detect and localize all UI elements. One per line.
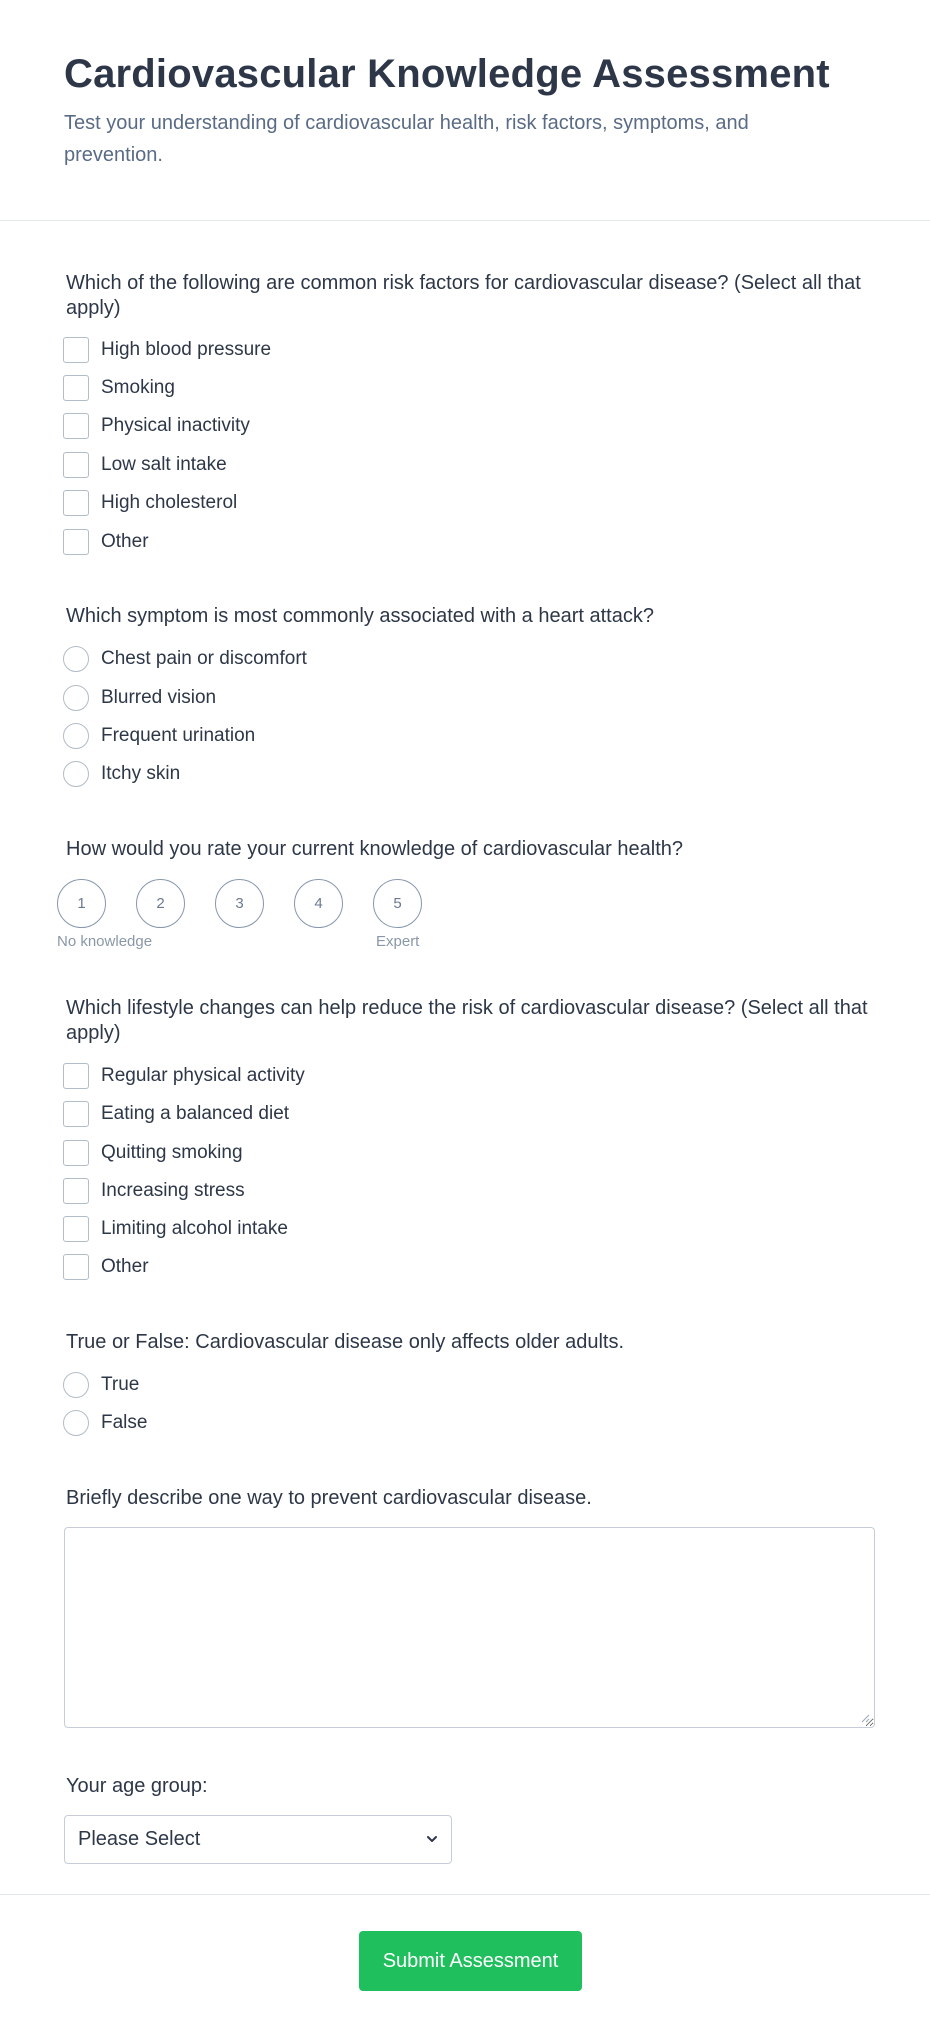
option-label: High blood pressure <box>101 339 272 360</box>
page-subtitle: Test your understanding of cardiovascular health, risk factors, symptoms, and prevention. <box>64 112 749 166</box>
checkbox-option[interactable] <box>63 337 271 363</box>
option-label: Limiting alcohol intake <box>101 1218 288 1239</box>
checkbox-option[interactable] <box>63 529 149 555</box>
checkbox[interactable] <box>63 1063 89 1089</box>
rating-min-caption: No knowledge <box>57 933 153 950</box>
checkbox-option[interactable] <box>63 490 237 516</box>
radio-button[interactable] <box>63 1410 89 1436</box>
checkbox-option[interactable] <box>63 1216 288 1242</box>
option-label: Eating a balanced diet <box>101 1103 290 1124</box>
question-heart-attack-symptom: Which symptom is most commonly associated with a heart attack? <box>66 605 654 627</box>
radio-option[interactable] <box>63 1372 139 1398</box>
checkbox[interactable] <box>63 375 89 401</box>
checkbox[interactable] <box>63 1254 89 1280</box>
question-age-group: Your age group: <box>66 1775 208 1797</box>
checkbox[interactable] <box>63 529 89 555</box>
rating-max-caption: Expert <box>376 933 420 950</box>
question-prevention: Briefly describe one way to prevent cardiovascular disease. <box>66 1487 592 1509</box>
rating-option-3[interactable]: 3 <box>215 879 264 928</box>
question-true-false: True or False: Cardiovascular disease only affects older adults. <box>66 1331 625 1353</box>
checkbox[interactable] <box>63 1101 89 1127</box>
radio-option[interactable] <box>63 1410 147 1436</box>
rating-option-1[interactable]: 1 <box>57 879 106 928</box>
checkbox-option[interactable] <box>63 375 175 401</box>
option-label: Chest pain or discomfort <box>101 648 307 669</box>
option-label: Itchy skin <box>101 763 181 784</box>
option-label: Low salt intake <box>101 454 227 475</box>
checkbox[interactable] <box>63 1140 89 1166</box>
checkbox-option[interactable] <box>63 1254 149 1280</box>
checkbox[interactable] <box>63 1216 89 1242</box>
option-label: Smoking <box>101 377 175 398</box>
submit-button[interactable]: Submit Assessment <box>359 1931 582 1991</box>
option-label: Other <box>101 1256 149 1277</box>
option-label: Physical inactivity <box>101 415 250 436</box>
question-lifestyle-changes: Which lifestyle changes can help reduce the risk of cardiovascular disease? (Select all that apply) <box>66 997 868 1044</box>
rating-option-4[interactable]: 4 <box>294 879 343 928</box>
question-risk-factors: Which of the following are common risk factors for cardiovascular disease? (Select all that apply) <box>66 272 861 319</box>
checkbox-option[interactable] <box>63 1063 305 1089</box>
checkbox[interactable] <box>63 337 89 363</box>
option-label: True <box>101 1374 140 1395</box>
checkbox[interactable] <box>63 1178 89 1204</box>
checkbox[interactable] <box>63 490 89 516</box>
age-group-select[interactable] <box>64 1815 452 1864</box>
checkbox-option[interactable] <box>63 1140 243 1166</box>
rating-option-2[interactable]: 2 <box>136 879 185 928</box>
radio-button[interactable] <box>63 646 89 672</box>
option-label: High cholesterol <box>101 492 238 513</box>
option-label: Frequent urination <box>101 725 256 746</box>
option-label: Regular physical activity <box>101 1065 305 1086</box>
radio-button[interactable] <box>63 723 89 749</box>
checkbox[interactable] <box>63 413 89 439</box>
checkbox-option[interactable] <box>63 452 227 478</box>
radio-option[interactable] <box>63 646 307 672</box>
radio-option[interactable] <box>63 761 180 787</box>
checkbox-option[interactable] <box>63 1178 245 1204</box>
checkbox[interactable] <box>63 452 89 478</box>
question-knowledge-rating: How would you rate your current knowledge of cardiovascular health? <box>66 838 684 860</box>
chevron-down-icon <box>425 1832 439 1846</box>
footer-divider <box>0 1894 930 1895</box>
option-label: Blurred vision <box>101 687 217 708</box>
select-value: Please Select <box>78 1828 201 1850</box>
rating-option-5[interactable]: 5 <box>373 879 422 928</box>
checkbox-option[interactable] <box>63 1101 289 1127</box>
form-header <box>0 0 930 221</box>
radio-button[interactable] <box>63 761 89 787</box>
page-title: Cardiovascular Knowledge Assessment <box>64 52 830 96</box>
option-label: False <box>101 1412 148 1433</box>
radio-button[interactable] <box>63 1372 89 1398</box>
option-label: Increasing stress <box>101 1180 245 1201</box>
radio-option[interactable] <box>63 723 255 749</box>
radio-option[interactable] <box>63 685 216 711</box>
checkbox-option[interactable] <box>63 413 250 439</box>
prevention-textarea[interactable] <box>64 1527 875 1728</box>
option-label: Quitting smoking <box>101 1142 243 1163</box>
option-label: Other <box>101 531 149 552</box>
resize-grip-icon[interactable] <box>860 1713 870 1723</box>
radio-button[interactable] <box>63 685 89 711</box>
